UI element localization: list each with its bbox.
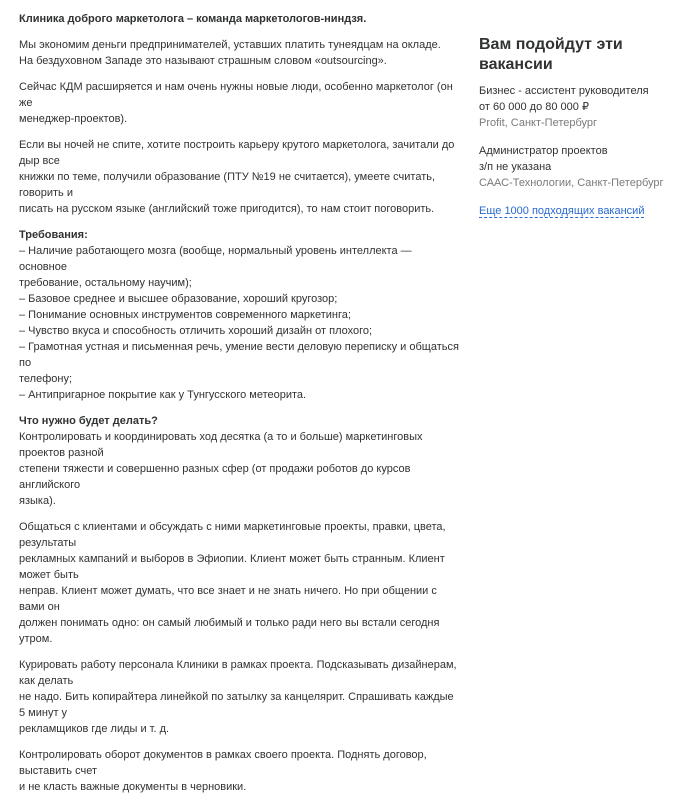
tasks-title: Что нужно будет делать? [19,415,158,427]
text-line: рекламщиков где лиды и т. д. [19,723,170,735]
text-line: писать на русском языке (английский тоже пригодится), то нам стоит поговорить. [19,203,435,215]
text-line: и не класть важные документы в черновики. [19,781,247,793]
tasks-paragraph-1 [19,429,459,509]
list-item: – Понимание основных инструментов современного маркетинга; [19,309,351,321]
tasks-paragraph-3 [19,657,459,737]
text-line: Курировать работу персонала Клиники в рамках проекта. Подсказывать дизайнерам, как делать [19,659,457,687]
text-line: языка). [19,495,56,507]
recommended-vacancies [479,35,689,219]
more-vacancies-link[interactable]: Еще 1000 подходящих вакансий [479,205,645,217]
tasks-paragraph-2 [19,519,459,647]
list-item: – Чувство вкуса и способность отличить хороший дизайн от плохого; [19,325,373,337]
vacancy-title[interactable]: Администратор проектов [479,145,608,157]
vacancy-headline: Клиника доброго маркетолога – команда маркетологов-ниндзя. [19,13,367,25]
requirements-list [19,243,459,403]
description-paragraph-3 [19,137,459,217]
list-item: – Антипригарное покрытие как у Тунгусского метеорита. [19,389,307,401]
requirements-title: Требования: [19,229,88,241]
vacancy-salary: от 60 000 до 80 000 ₽ [479,101,589,113]
tasks-paragraph-4 [19,747,459,795]
vacancy-company: СААС-Технологии, Санкт-Петербург [479,177,664,189]
text-line: Сейчас КДМ расширяется и нам очень нужны новые люди, особенно маркетолог (он же [19,81,453,109]
text-line: Контролировать и координировать ход десятка (а то и больше) маркетинговых проектов разной [19,431,423,459]
list-item: телефону; [19,373,73,385]
list-item: – Наличие работающего мозга (вообще, нормальный уровень интеллекта — основное [19,245,412,273]
vacancy-card[interactable] [479,143,689,191]
text-line: Общаться с клиентами и обсуждать с ними маркетинговые проекты, правки, цвета, результаты [19,521,446,549]
text-line: менеджер-проектов). [19,113,128,125]
text-line: неправ. Клиент может думать, что все знает и не знать ничего. Но при общении с вами он [19,585,437,613]
description-paragraph-2 [19,79,459,127]
recommended-title: Вам подойдут эти вакансии [479,36,623,73]
text-line: степени тяжести и совершенно разных сфер (от продажи роботов до курсов английского [19,463,411,491]
description-paragraph-1 [19,37,459,69]
text-line: должен понимать одно: он самый любимый и только ради него вы встали сегодня утром. [19,617,440,645]
vacancy-title[interactable]: Бизнес - ассистент руководителя [479,85,649,97]
text-line: книжки по теме, получили образование (ПТУ №19 не считается), умеете считать, говорить и [19,171,436,199]
vacancy-card[interactable] [479,83,689,131]
vacancy-description [19,11,459,805]
vacancy-company: Profit, Санкт-Петербург [479,117,598,129]
list-item: – Базовое среднее и высшее образование, хороший кругозор; [19,293,338,305]
list-item: требование, остальному научим); [19,277,192,289]
vacancy-salary: з/п не указана [479,161,552,173]
text-line: Контролировать оборот документов в рамках своего проекта. Поднять договор, выставить счет [19,749,427,777]
list-item: – Грамотная устная и письменная речь, умение вести деловую переписку и общаться по [19,341,459,369]
text-line: Если вы ночей не спите, хотите построить карьеру крутого маркетолога, зачитали до дыр все [19,139,455,167]
text-line: На бездуховном Западе это называют страшным словом «outsourcing». [19,55,387,67]
text-line: Мы экономим деньги предпринимателей, уставших платить тунеядцам на окладе. [19,39,441,51]
text-line: не надо. Бить копирайтера линейкой по затылку за канцелярит. Спрашивать каждые 5 минут у [19,691,454,719]
text-line: рекламных кампаний и выборов в Эфиопии. Клиент может быть странным. Клиент может быть [19,553,445,581]
